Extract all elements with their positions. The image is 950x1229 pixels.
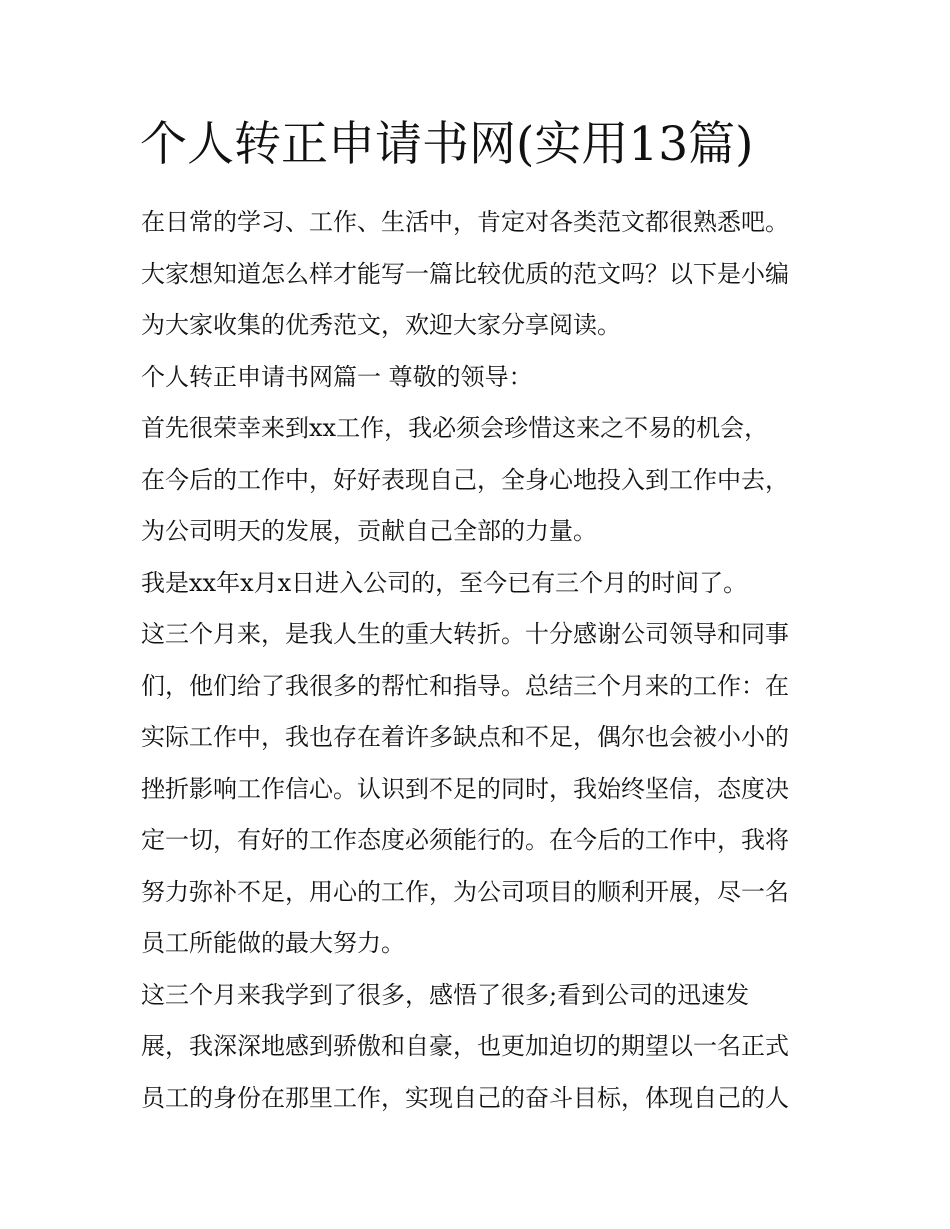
body-line: 为大家收集的优秀范文，欢迎大家分享阅读。 (141, 311, 621, 339)
body-line: 员工的身份在那里工作，实现自己的奋斗目标，体现自己的人 (141, 1083, 789, 1112)
body-line: 为公司明天的发展，贡献自己全部的力量。 (141, 517, 597, 545)
body-line: 大家想知道怎么样才能写一篇比较优质的范文吗？以下是小编 (141, 259, 789, 288)
document-title: 个人转正申请书网(实用13篇) (140, 117, 754, 172)
body-line: 这三个月来，是我人生的重大转折。十分感谢公司领导和同事 (141, 620, 789, 648)
body-line: 努力弥补不足，用心的工作，为公司项目的顺利开展，尽一名 (141, 877, 789, 906)
document-body (141, 197, 841, 1124)
body-line: 这三个月来我学到了很多，感悟了很多;看到公司的迅速发 (141, 980, 750, 1009)
body-line: 展，我深深地感到骄傲和自豪，也更加迫切的期望以一名正式 (141, 1032, 789, 1060)
section-heading-line: 个人转正申请书网篇一 尊敬的领导： (141, 362, 533, 391)
body-line: 挫折影响工作信心。认识到不足的同时，我始终坚信，态度决 (141, 774, 789, 803)
body-line: 在日常的学习、工作、生活中，肯定对各类范文都很熟悉吧。 (141, 208, 789, 236)
body-line: 我是xx年x月x日进入公司的，至今已有三个月的时间了。 (141, 568, 748, 597)
body-line: 员工所能做的最大努力。 (141, 929, 405, 957)
body-line: 实际工作中，我也存在着许多缺点和不足，偶尔也会被小小的 (141, 723, 789, 751)
body-line: 首先很荣幸来到xx工作，我必须会珍惜这来之不易的机会， (141, 414, 769, 442)
body-line: 们，他们给了我很多的帮忙和指导。总结三个月来的工作：在 (141, 671, 789, 700)
body-line: 在今后的工作中，好好表现自己，全身心地投入到工作中去， (141, 465, 789, 494)
body-line: 定一切，有好的工作态度必须能行的。在今后的工作中，我将 (141, 826, 789, 854)
